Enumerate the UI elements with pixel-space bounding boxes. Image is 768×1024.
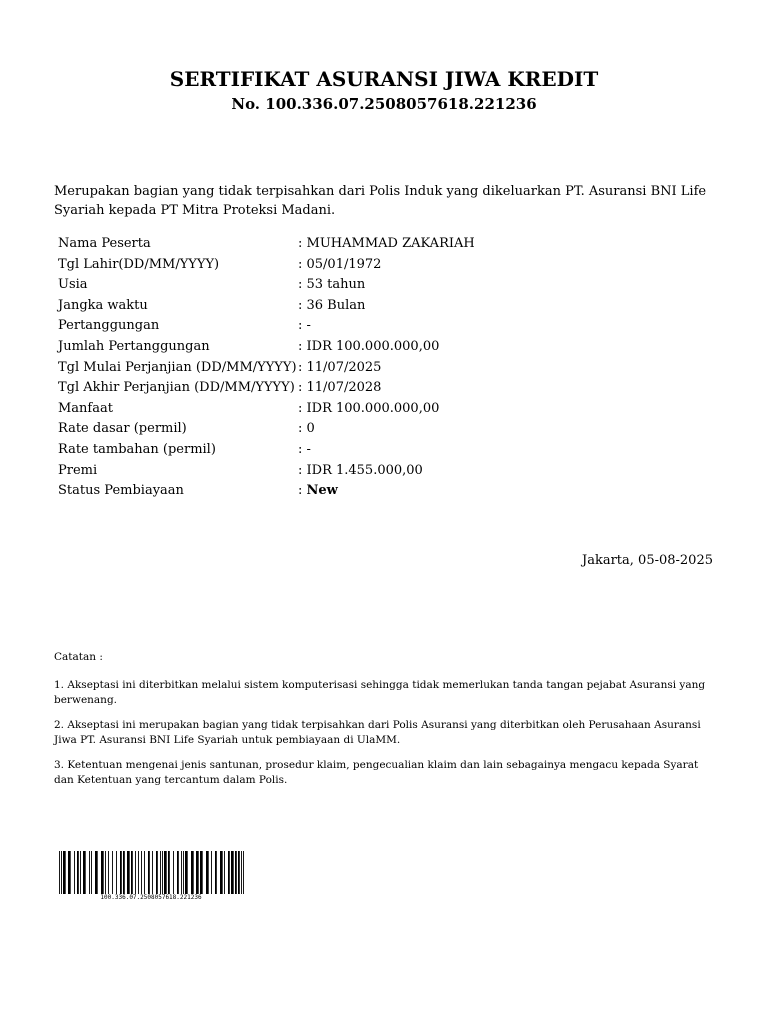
- detail-row-participant-name: [58, 234, 475, 255]
- detail-label: Rate tambahan (permil): [58, 441, 216, 457]
- barcode-bar: [123, 851, 125, 894]
- detail-value: : 11/07/2028: [298, 380, 382, 396]
- detail-row-premium: [58, 461, 475, 482]
- barcode-bar: [200, 851, 203, 894]
- barcode-bar: [144, 851, 145, 894]
- detail-label: Pertanggungan: [58, 318, 160, 334]
- barcode-bar: [185, 851, 188, 894]
- barcode-bar: [120, 851, 122, 894]
- barcode-bar: [116, 851, 117, 894]
- detail-value: : IDR 1.455.000,00: [298, 462, 423, 478]
- place-and-date: Jakarta, 05-08-2025: [582, 553, 713, 568]
- barcode-bar: [101, 851, 104, 894]
- barcode-bar: [181, 851, 182, 894]
- barcode-bar: [152, 851, 153, 894]
- barcode-bar: [215, 851, 217, 894]
- barcode-bar: [231, 851, 234, 894]
- participant-details-table: [58, 234, 475, 502]
- intro-paragraph: Merupakan bagian yang tidak terpisahkan dari Polis Induk yang dikeluarkan PT. Asuransi BNI Life Syariah kepada PT Mitra Proteksi Madani.: [54, 184, 707, 218]
- barcode-bar: [220, 851, 223, 894]
- barcode-bar: [241, 851, 242, 894]
- barcode-bar: [238, 851, 240, 894]
- barcode-bar: [160, 851, 161, 894]
- barcode-bar: [141, 851, 142, 894]
- barcode-bar: [177, 851, 179, 894]
- barcode-bar: [196, 851, 199, 894]
- detail-value: : IDR 100.000.000,00: [298, 400, 440, 416]
- barcode-bar: [135, 851, 136, 894]
- detail-label: Jangka waktu: [58, 297, 148, 313]
- detail-value: [298, 481, 475, 502]
- notes-section: [54, 650, 714, 798]
- barcode-bar: [61, 851, 62, 894]
- detail-value: : -: [298, 318, 311, 334]
- note-item: 3. Ketentuan mengenai jenis santunan, prosedur klaim, pengecualian klaim dan lain sebagainya mengacu kepada Syarat dan Ketentuan yang tercantum dalam Polis.: [54, 759, 699, 786]
- barcode-bar: [211, 851, 212, 894]
- detail-value: : MUHAMMAD ZAKARIAH: [298, 236, 475, 251]
- certificate-title: SERTIFIKAT ASURANSI JIWA KREDIT: [169, 67, 599, 91]
- detail-value: : IDR 100.000.000,00: [298, 338, 440, 354]
- note-item: 1. Akseptasi ini diterbitkan melalui sistem komputerisasi sehingga tidak memerlukan tanda tangan pejabat Asuransi yang berwenang.: [54, 679, 706, 706]
- barcode-bar: [83, 851, 86, 894]
- barcode: [58, 851, 244, 901]
- status-badge: New: [306, 483, 338, 499]
- detail-value: : 05/01/1972: [298, 256, 382, 272]
- barcode-bar: [95, 851, 98, 894]
- barcode-bar: [74, 851, 75, 894]
- detail-value: : 53 tahun: [298, 277, 366, 293]
- barcode-bar: [191, 851, 194, 894]
- detail-label: Rate dasar (permil): [58, 421, 187, 437]
- barcode-bar: [68, 851, 71, 894]
- barcode-bar: [105, 851, 106, 894]
- barcode-text: 100.336.07.2508057618.221236: [100, 894, 202, 901]
- detail-label: Nama Peserta: [58, 236, 151, 251]
- status-prefix: :: [298, 483, 307, 499]
- barcode-bar: [243, 851, 244, 894]
- detail-row-coverage: [58, 316, 475, 337]
- barcode-bar: [168, 851, 170, 894]
- barcode-bar: [156, 851, 158, 894]
- detail-row-age: [58, 275, 475, 296]
- detail-label: Jumlah Pertanggungan: [58, 338, 210, 354]
- barcode-bar: [77, 851, 79, 894]
- barcode-bar: [148, 851, 150, 894]
- detail-value: : 11/07/2025: [298, 359, 382, 375]
- detail-row-financing-status: [58, 481, 475, 502]
- detail-label: Tgl Mulai Perjanjian (DD/MM/YYYY): [58, 359, 297, 375]
- barcode-bar: [112, 851, 113, 894]
- detail-value: : 0: [298, 421, 315, 437]
- detail-label: Premi: [58, 462, 98, 478]
- detail-row-birth-date: [58, 255, 475, 276]
- barcode-bar: [59, 851, 60, 894]
- barcode-bar: [89, 851, 90, 894]
- detail-row-term: [58, 296, 475, 317]
- barcode-bar: [91, 851, 92, 894]
- barcode-bar: [206, 851, 209, 894]
- detail-label: Usia: [58, 277, 88, 293]
- certificate-number: No. 100.336.07.2508057618.221236: [231, 95, 537, 113]
- barcode-bar: [228, 851, 230, 894]
- detail-value: : -: [298, 441, 311, 457]
- detail-row-base-rate: [58, 419, 475, 440]
- barcode-bar: [63, 851, 66, 894]
- barcode-bar: [162, 851, 163, 894]
- barcode-bar: [108, 851, 109, 894]
- detail-row-sum-insured: [58, 337, 475, 358]
- barcode-bar: [127, 851, 130, 894]
- barcode-bar: [235, 851, 237, 894]
- detail-value: : 36 Bulan: [298, 297, 366, 313]
- detail-label: Manfaat: [58, 400, 113, 416]
- barcode-bar: [131, 851, 133, 894]
- detail-row-end-date: [58, 378, 475, 399]
- note-item: 2. Akseptasi ini merupakan bagian yang tidak terpisahkan dari Polis Asuransi yang diterbitkan oleh Perusahaan Asuransi Jiwa PT. Asuransi BNI Life Syariah untuk pembiayaan di UlaMM.: [54, 719, 701, 746]
- notes-title: Catatan :: [54, 651, 103, 663]
- detail-row-additional-rate: [58, 440, 475, 461]
- barcode-bar: [224, 851, 225, 894]
- detail-row-start-date: [58, 358, 475, 379]
- barcode-bar: [183, 851, 184, 894]
- barcode-bar: [138, 851, 139, 894]
- barcode-bar: [80, 851, 81, 894]
- detail-label: Tgl Akhir Perjanjian (DD/MM/YYYY): [58, 380, 295, 396]
- detail-label: Tgl Lahir(DD/MM/YYYY): [58, 256, 220, 272]
- barcode-bar: [173, 851, 174, 894]
- barcode-bar: [164, 851, 167, 894]
- detail-row-benefit: [58, 399, 475, 420]
- detail-label: Status Pembiayaan: [58, 483, 184, 499]
- barcode-bars: [58, 851, 244, 894]
